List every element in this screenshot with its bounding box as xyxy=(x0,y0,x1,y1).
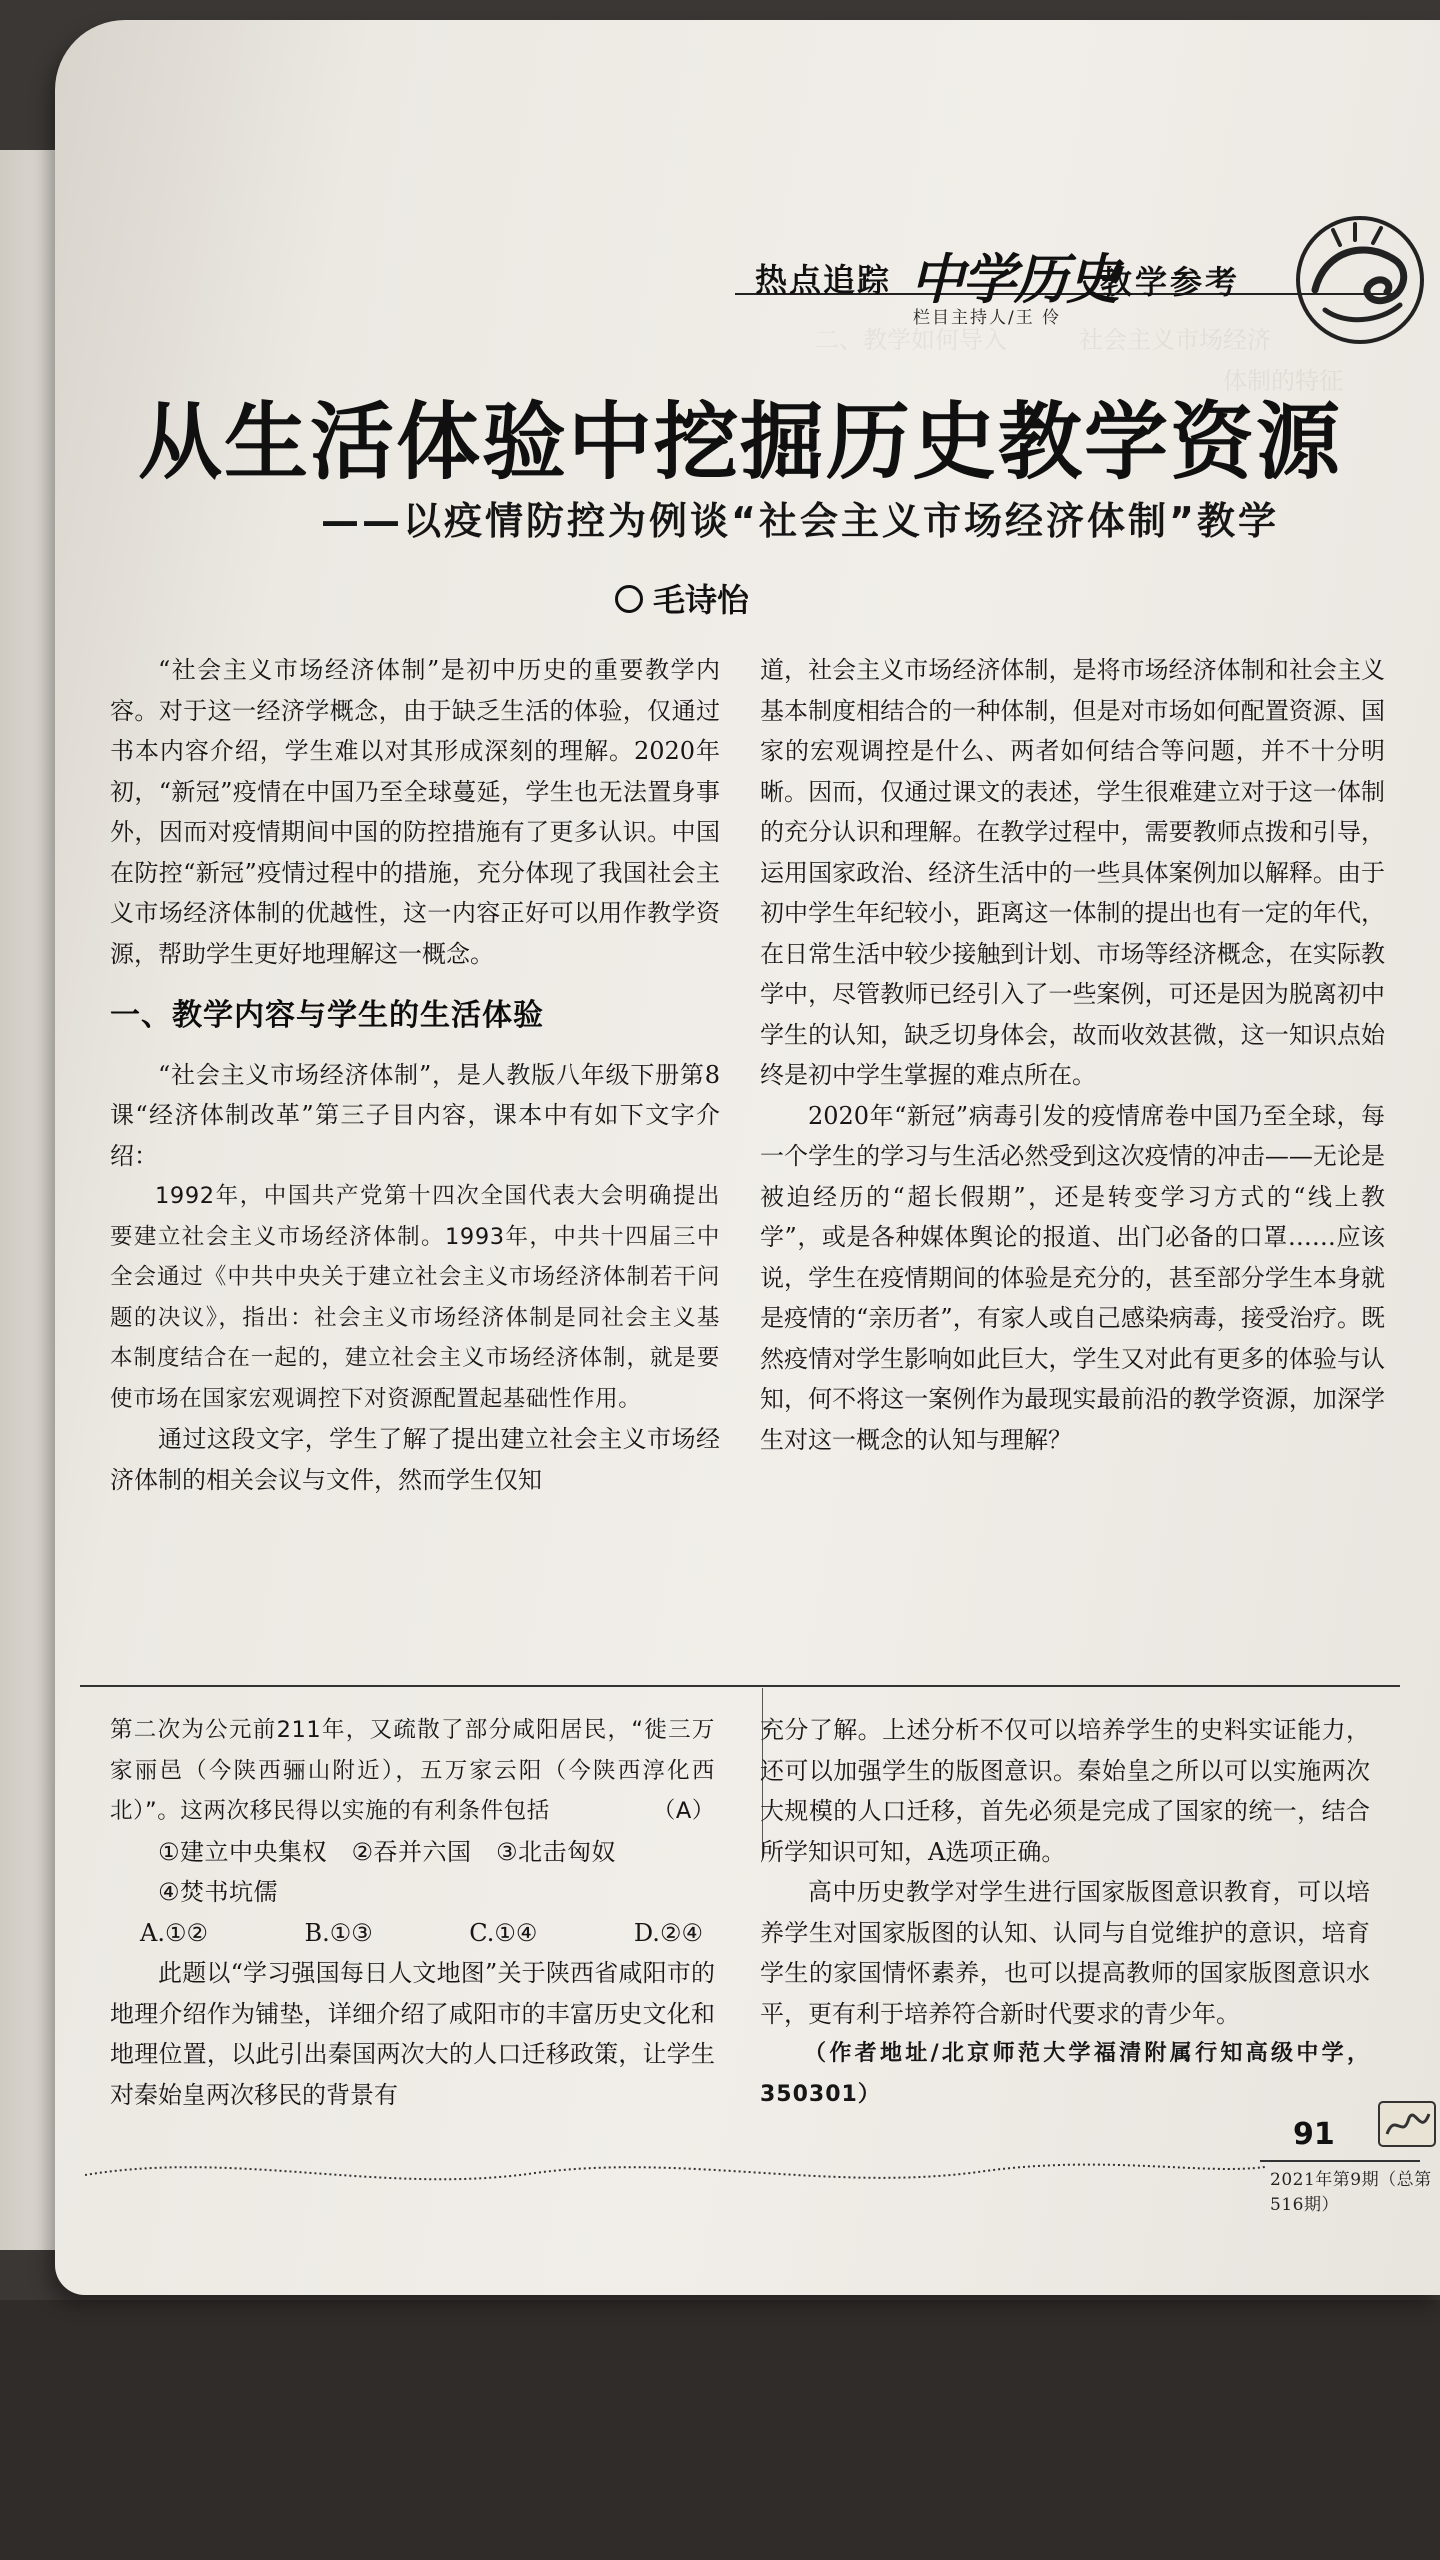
journal-logo-subtitle: 教学参考 xyxy=(1100,263,1241,301)
footer-rule xyxy=(1260,2160,1420,2162)
desk-surface xyxy=(0,2300,1440,2560)
bottom-left-column xyxy=(110,1710,715,2115)
article-author xyxy=(615,575,749,621)
body-paragraph: 高中历史教学对学生进行国家版图意识教育，可以培养学生对国家版图的认知、认同与自觉维护的意识，培育学生的家国情怀素养，也可以提高教师的国家版图意识水平，更有利于培养符合新时代要求的青少年。 xyxy=(760,1878,1370,2028)
textbook-quote: 1992年，中国共产党第十四次全国代表大会明确提出要建立社会主义市场经济体制。1993年，中共十四届三中全会通过《中共中央关于建立社会主义市场经济体制若干问题的决议》，指出：社会主义市场经济体制是同社会主义基本制度结合在一起的，建立社会主义市场经济体制，就是要使市场在国家宏观调控下对资源配置起基础性作用。 xyxy=(110,1183,720,1412)
publisher-stamp-icon xyxy=(1377,2100,1437,2148)
column-header xyxy=(695,215,1395,355)
footer-wave-decoration xyxy=(85,2145,1265,2195)
author-name: 毛诗怡 xyxy=(653,581,750,619)
section-heading: 一、教学内容与学生的生活体验 xyxy=(110,998,544,1033)
body-paragraph: 通过这段文字，学生了解了提出建立社会主义市场经济体制的相关会议与文件，然而学生仅知 xyxy=(110,1425,720,1494)
question-stem xyxy=(110,1710,715,1832)
article-subtitle: ——以疫情防控为例谈“社会主义市场经济体制”教学 xyxy=(321,499,1279,543)
section-divider xyxy=(80,1685,1400,1687)
answer-choices xyxy=(110,1913,715,1954)
answer-choice: B.①③ xyxy=(304,1918,373,1947)
section-label: 热点追踪 xyxy=(755,261,892,299)
answer-choice: A.①② xyxy=(140,1918,208,1947)
left-column xyxy=(110,650,720,1500)
answer-choice: D.②④ xyxy=(633,1918,703,1947)
magazine-page xyxy=(55,20,1440,2295)
body-paragraph: “社会主义市场经济体制”，是人教版八年级下册第8课“经济体制改革”第三子目内容，课本中有如下文字介绍： xyxy=(110,1060,720,1170)
author-address: （作者地址/北京师范大学福清附属行知高级中学，350301） xyxy=(760,2041,1370,2107)
issue-info: 2021年第9期（总第516期） xyxy=(1270,2170,1432,2215)
question-options: ①建立中央集权 ②吞并六国 ③北击匈奴 xyxy=(158,1837,617,1866)
intro-paragraph: “社会主义市场经济体制”是初中历史的重要教学内容。对于这一经济学概念，由于缺乏生活的体验，仅通过书本内容介绍，学生难以对其形成深刻的理解。2020年初，“新冠”疫情在中国乃至全球蔓延，学生也无法置身事外，因而对疫情期间中国的防控措施有了更多认识。中国在防控“新冠”疫情过程中的措施，充分体现了我国社会主义市场经济体制的优越性，这一内容正好可以用作教学资源，帮助学生更好地理解这一概念。 xyxy=(110,656,720,968)
body-paragraph: 2020年“新冠”病毒引发的疫情席卷中国乃至全球，每一个学生的学习与生活必然受到这次疫情的冲击——无论是被迫经历的“超长假期”，还是转变学习方式的“线上教学”，或是各种媒体舆论的报道、出门必备的口罩……应该说，学生在疫情期间的体验是充分的，甚至部分学生本身就是疫情的“亲历者”，有家人或自己感染病毒，接受治疗。既然疫情对学生影响如此巨大，学生又对此有更多的体验与认知，何不将这一案例作为最现实最前沿的教学资源，加深学生对这一概念的认知与理解？ xyxy=(760,1101,1385,1454)
bottom-right-column xyxy=(760,1710,1370,2115)
analysis-paragraph: 此题以“学习强国每日人文地图”关于陕西省咸阳市的地理介绍作为铺垫，详细介绍了咸阳市的丰富历史文化和地理位置，以此引出秦国两次大的人口迁移政策，让学生对秦始皇两次移民的背景有 xyxy=(110,1959,715,2109)
page-number: 91 xyxy=(1293,2117,1335,2152)
answer-mark: （A） xyxy=(652,1798,715,1824)
circle-icon xyxy=(615,585,643,613)
body-paragraph: 道，社会主义市场经济体制，是将市场经济体制和社会主义基本制度相结合的一种体制，但是对市场如何配置资源、国家的宏观调控是什么、两者如何结合等问题，并不十分明晰。因而，仅通过课文的表述，学生很难建立对于这一体制的充分认识和理解。在教学过程中，需要教师点拨和引导，运用国家政治、经济生活中的一些具体案例加以解释。由于初中学生年纪较小，距离这一体制的提出也有一定的年代，在日常生活中较少接触到计划、市场等经济概念，在实际教学中，尽管教师已经引入了一些案例，可还是因为脱离初中学生的认知，缺乏切身体会，故而收效甚微，这一知识点始终是初中学生掌握的难点所在。 xyxy=(760,656,1385,1089)
dragon-emblem-icon xyxy=(1285,210,1435,350)
question-text: 第二次为公元前211年，又疏散了部分咸阳居民，“徙三万家丽邑（今陕西骊山附近），五万家云阳（今陕西淳化西北）”。这两次移民得以实施的有利条件包括 xyxy=(110,1717,715,1824)
journal-logo-text: 中学历史 xyxy=(910,247,1118,311)
right-column xyxy=(760,650,1385,1460)
question-options: ④焚书坑儒 xyxy=(158,1878,279,1906)
column-editor: 栏目主持人/王 伶 xyxy=(913,308,1062,328)
bleed-through-text: 二、教学如何导入 社会主义市场经济 体制的特征 xyxy=(815,326,1343,395)
body-paragraph: 充分了解。上述分析不仅可以培养学生的史料实证能力，还可以加强学生的版图意识。秦始皇之所以可以实施两次大规模的人口迁移，首先必须是完成了国家的统一，结合所学知识可知，A选项正确。 xyxy=(760,1716,1370,1866)
article-title: 从生活体验中挖掘历史教学资源 xyxy=(137,393,1342,491)
answer-choice: C.①④ xyxy=(469,1918,538,1947)
